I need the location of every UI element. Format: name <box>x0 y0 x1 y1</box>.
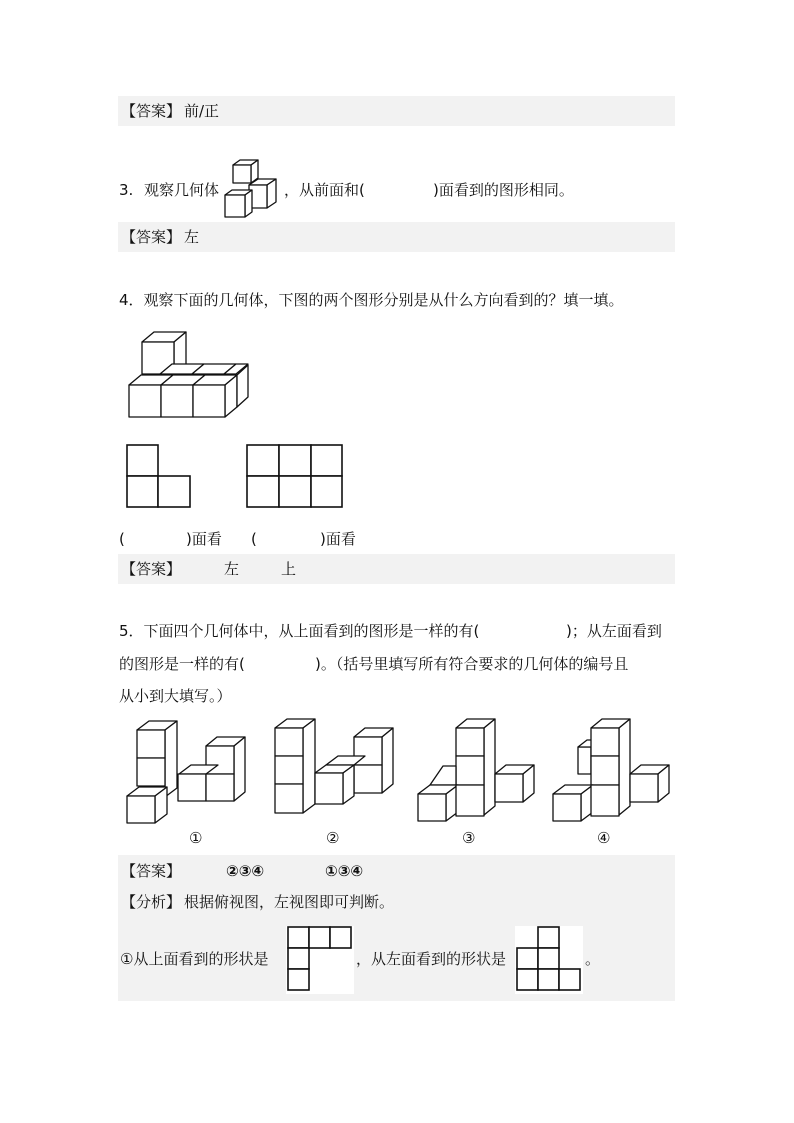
answer-label: 【答案】 <box>121 102 182 120</box>
question-4-view-top-shape <box>246 444 344 508</box>
answer-value: 前/正 <box>184 102 220 120</box>
analysis-label: 【分析】 <box>121 893 182 911</box>
figure-label-2: ② <box>326 829 340 847</box>
question-5-line-1b: )；从左面看到 <box>566 622 662 640</box>
answer-bar-q3 <box>118 222 675 252</box>
question-3-number: 3. <box>119 181 134 199</box>
question-5-figure-3 <box>415 716 539 826</box>
answer-bar-q5 <box>118 855 675 1001</box>
question-5-answer-label: 【答案】 <box>121 862 182 880</box>
question-4-blank-2-open: ( <box>251 530 257 548</box>
analysis-detail-a: ①从上面看到的形状是 <box>120 950 269 968</box>
question-5-line-2a: 的图形是一样的有( <box>119 655 245 673</box>
figure-label-3: ③ <box>462 829 476 847</box>
question-4-answer-value-1: 左 <box>224 560 240 578</box>
answer-bar-q4 <box>118 554 675 584</box>
question-4-blank-1-open: ( <box>119 530 125 548</box>
question-3-answer-label: 【答案】 <box>121 228 182 246</box>
question-3-text-mid: ，从前面和( <box>284 181 365 199</box>
question-5-answer-value-2: ①③④ <box>325 862 364 880</box>
question-4-stem: 4．观察下面的几何体，下图的两个图形分别是从什么方向看到的？填一填。 <box>119 291 624 309</box>
figure-label-1: ① <box>189 829 203 847</box>
question-4-answer-value-2: 上 <box>281 560 297 578</box>
question-3-text-after: )面看到的图形相同。 <box>433 181 574 199</box>
figure-label-4: ④ <box>597 829 611 847</box>
question-5-line-2b: )。（括号里填写所有符合要求的几何体的编号且 <box>315 655 629 673</box>
question-4-cube-figure <box>126 330 252 420</box>
question-4-blank-1-close: )面看 <box>186 530 222 548</box>
question-3-answer-value: 左 <box>184 228 200 246</box>
question-5-figure-2 <box>272 716 396 816</box>
question-5-line-1a: 5．下面四个几何体中，从上面看到的图形是一样的有( <box>119 622 480 640</box>
question-5-line-3: 从小到大填写。） <box>119 687 232 705</box>
analysis-detail-end: 。 <box>585 950 601 968</box>
question-5-figure-4 <box>550 716 674 826</box>
top-view-shape <box>287 926 353 992</box>
question-4-blank-2-close: )面看 <box>320 530 356 548</box>
question-5-figure-1 <box>124 718 250 826</box>
question-3-text-before: 观察几何体 <box>144 181 220 199</box>
question-3-cube-figure <box>222 160 284 220</box>
analysis-text: 根据俯视图，左视图即可判断。 <box>184 893 395 911</box>
question-5-answer-value-1: ②③④ <box>226 862 265 880</box>
question-4-answer-label: 【答案】 <box>121 560 182 578</box>
analysis-detail-b: ，从左面看到的形状是 <box>356 950 507 968</box>
question-4-view-left-shape <box>126 444 192 508</box>
left-view-shape <box>516 926 584 992</box>
